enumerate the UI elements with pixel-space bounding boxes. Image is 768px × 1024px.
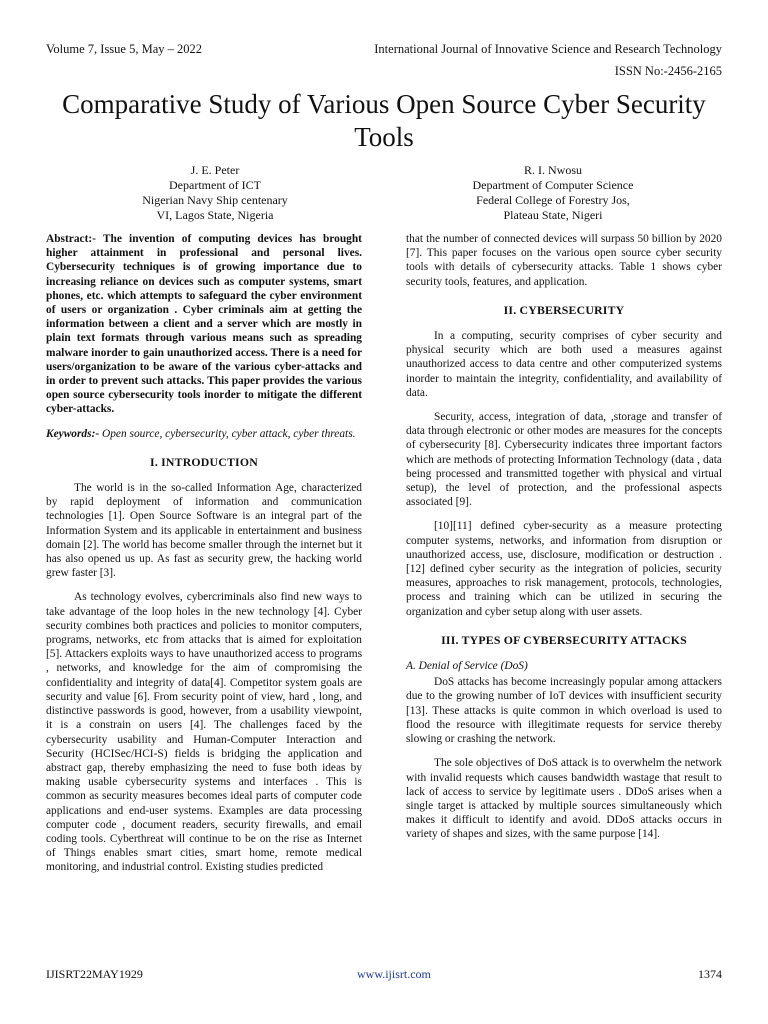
dos-paragraph-2: The sole objectives of DoS attack is to overwhelm the network with invalid requests which causes bandwidth wastage that result to lack of access to service by legitimate users . DDoS arises when a single target is attacked by multiple sources simultaneously which makes it difficult to identify and avoid. DDoS attacks occurs in variety of shapes and sizes, with the same purpose [14]. (406, 757, 722, 841)
dos-paragraph-1: DoS attacks has become increasingly popular among attackers due to the growing number of IoT devices with insufficient security [13]. These attacks is quite common in which overload is used to flood the resource with illegitimate requests for service thereby slowing or crashing the network. (406, 676, 722, 746)
cybersecurity-paragraph-2: Security, access, integration of data, ,storage and transfer of data through electronic or other modes are measures for the concepts of cybersecurity [8]. Cybersecurity indicates three important factors which are methods of protecting Information Technology (data , data being processed and transmitted together with physical and virtual setup), the level of protection, and the professional aspects associated [9]. (406, 411, 722, 509)
intro-continued: that the number of connected devices will surpass 50 billion by 2020 [7]. This paper focuses on the various open source cyber security tools with details of cybersecurity attacks. Table 1 shows cyber security tools, features, and application. (406, 233, 722, 288)
right-column (406, 232, 722, 852)
header-journal: International Journal of Innovative Science and Research Technology (374, 42, 722, 56)
cybersecurity-paragraph-3: [10][11] defined cyber-security as a measure protecting computer systems, networks, and information from disruption or unauthorized access, use, disclosure, modification or destruction . [12] defined cyber security as the integration of policies, security measures, approaches to risk management, protocols, technologies, process and training which can be utilized in securing the organization and cyber setup along with user assets. (406, 520, 722, 618)
author-name: R. I. Nwosu (523, 163, 582, 177)
abstract-label: Abstract:- (46, 233, 96, 245)
attack-types-heading: III. TYPES OF CYBERSECURITY ATTACKS (441, 632, 687, 647)
keywords-label: Keywords:- (46, 427, 100, 440)
keywords (46, 427, 362, 441)
footer-paper-id: IJISRT22MAY1929 (46, 967, 143, 981)
footer-page-number: 1374 (698, 967, 722, 981)
abstract (46, 232, 362, 417)
dos-heading: A. Denial of Service (DoS) (406, 660, 528, 673)
left-column (46, 232, 362, 885)
keywords-text: Open source, cybersecurity, cyber attack, cyber threats. (102, 427, 356, 440)
header-volume: Volume 7, Issue 5, May – 2022 (46, 42, 203, 56)
footer-url-link[interactable]: www.ijisrt.com (357, 967, 431, 981)
intro-heading: I. INTRODUCTION (150, 454, 258, 469)
paper-title: Comparative Study of Various Open Source Cyber Security Tools (62, 89, 706, 152)
author-dept: Department of Computer Science (472, 178, 634, 192)
author-org: Federal College of Forestry Jos, (476, 193, 630, 207)
intro-paragraph-2: As technology evolves, cybercriminals also find new ways to take advantage of the loop holes in the new technology [4]. Cyber security combines both practices and policies to monitor computers, programs, networks, etc from attacks that is aimed for exploitation [5]. Attackers exploits ways to have unauthorized access to programs , networks, and knowledge for the aim of compromising the confidentiality and integrity of data[4]. Competitor system goals are security and value [6]. From security point of view, hard , long, and distinctive passwords is good, however, from a usability viewpoint, it is a constrain on users [4]. The challenges faced by the cybersecurity usability and Human-Computer Interaction and Security (HCISec/HCI-S) fields is bridging the application and abstract gap, thereby emphasizing the need to fuse both ideas by making usable cybersecurity systems and interfaces . This is common as security measures becomes ideal parts of computer code applications and end-user systems. Examples are data processing computer code , document readers, security firewalls, and email coding tools. Cyberthreat will continue to be on the rise as Internet of Things enables smart cities, smart home, remote medical monitoring, and industrial control. Existing studies predicted (46, 591, 362, 874)
author-loc: VI, Lagos State, Nigeria (156, 208, 274, 222)
author-loc: Plateau State, Nigeri (503, 208, 603, 222)
author-dept: Department of ICT (169, 178, 261, 192)
author-org: Nigerian Navy Ship centenary (142, 193, 288, 207)
cybersecurity-heading: II. CYBERSECURITY (503, 302, 625, 317)
author-block-2 (438, 163, 668, 223)
intro-paragraph-1: The world is in the so-called Information Age, characterized by rapid deployment of information and communication technologies [1]. Open Source Software is an integral part of the Information System and its applicable in entertainment and business domain [2]. The world has become smaller through the internet but it has also opened us up. As fast as security grew, the hacking world grew faster [3]. (46, 482, 362, 580)
cybersecurity-paragraph-1: In a computing, security comprises of cyber security and physical security which are both used a measures against unauthorized access to data centre and other computerized systems inorder to maintain the integrity, confidentiality, and availability of data. (406, 330, 722, 399)
author-block-1 (100, 163, 330, 223)
author-name: J. E. Peter (190, 163, 240, 177)
abstract-text: The invention of computing devices has brought higher attainment in professional and personal lives. Cybersecurity techniques is of growing importance due to increasing reliance on devices such as computer systems, smart phones, etc. which attempts to safeguard the cyber environment of users or organization . Cyber criminals aim at getting the information between a client and a server which are mostly in plain text formats through various means such as spreading malware inorder to gain unauthorized access. There is a need for users/organization to be aware of the various cyber-attacks and in order to prevent such attacks. This paper provides the various open source cybersecurity tools inorder to mitigate the different cyber-attacks. (46, 233, 362, 416)
header-issn: ISSN No:-2456-2165 (614, 64, 722, 78)
